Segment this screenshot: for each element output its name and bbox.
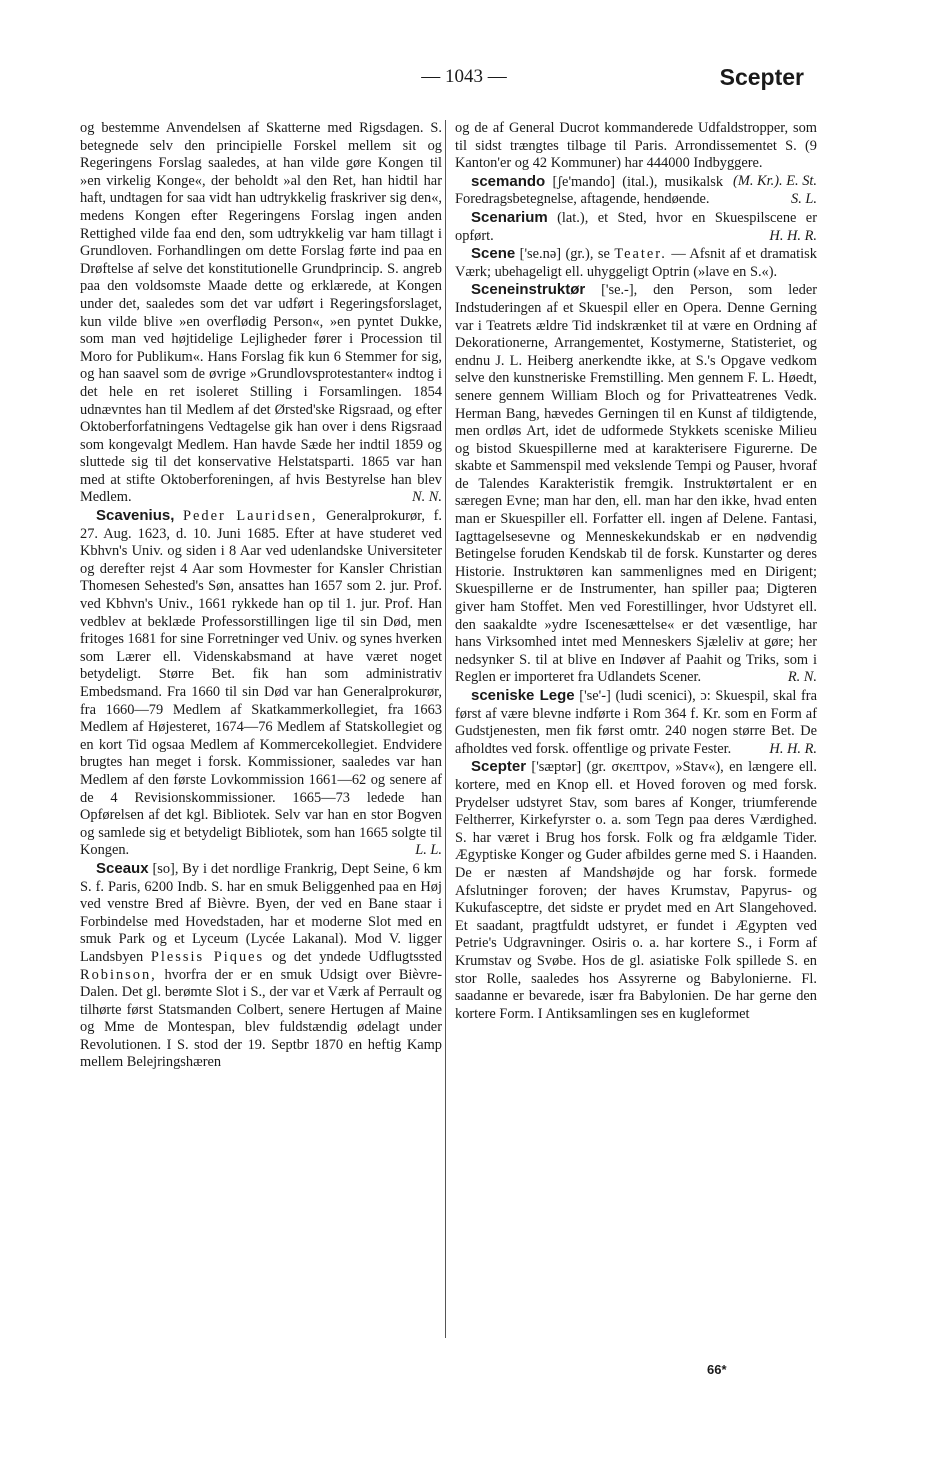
headword: Sceaux (96, 859, 149, 877)
author-signature: R. N. (787, 669, 817, 686)
column-divider (445, 120, 446, 1338)
headword: scemando (471, 172, 546, 190)
person-name: Peder Lauridsen, (182, 508, 318, 525)
entry-sceniske-lege (455, 687, 817, 758)
entry-scavenius (80, 507, 442, 860)
sheet-signature: 66* (707, 1362, 727, 1377)
author-signature: H. H. R. (769, 227, 817, 244)
entry-scenarium (455, 209, 817, 245)
headword: Scepter (471, 758, 527, 776)
headword: Sceneinstruktør (471, 281, 586, 299)
headword: sceniske Lege (471, 687, 575, 704)
page-number: — 1043 — (421, 66, 507, 87)
author-signature: L. L. (415, 842, 442, 859)
entry-text: ['se.nə] (gr.), se (519, 246, 610, 263)
right-column (455, 120, 817, 1023)
entry-sceneinstruktor (455, 281, 817, 687)
place-name: Plessis Piques (150, 948, 265, 965)
author-signature: (M. Kr.). E. St. (733, 172, 817, 189)
entry-sceaux (80, 860, 442, 1072)
entry-text: og det yndede Udflugtssted (271, 948, 442, 965)
entry-text: og de af General Ducrot kommanderede Udfaldstropper, som til sidst trængtes tilbage til Paris. Arrondissementet S. (9 Kanton'er og 42 Kommuner) har 444000 Indbyggere. (455, 120, 817, 172)
entry-text: og bestemme Anvendelsen af Skatterne med Rigsdagen. S. betegnede selv den principielle Forskel mellem sit og Regeringens Forslag saaledes, at han vilde gøre Kongen til »en virkelig Konge«, der beholdt »al den Ret, han hidtil har haft, undtagen for saa vidt han udtrykkelig fraskriver sig den«, medens Kongen efter Regeringens Forslag ingen anden Rettighed vilde faa end den, som udtrykkelig var ham tillagt i Grundloven. Forhandlingen om dette Forslag førte ind paa en Drøftelse af selve det konstitutionelle Grundprincip. S. angreb paa den voldsomste Maade dette og erklærede, at Kongen under det, saaledes som det var udført i Regeringsforslaget, kun vilde blive »en overflødig Person«, »en pyntet Dukke, som man ved højtidelige Lejligheder fører i Procession til Moro for Publikum«. Hans Forslag fik kun 6 Stemmer for sig, og han saavel som de øvrige »Grundlovsprotestanter« indtog i det hele en ret isoleret Stilling i Forsamlingen. 1854 udnævntes han til Medlem af det Ørsted'ske Rigsraad, og efter Oktoberforfatningens Vedtagelse gik han over i dens Rigsraad som kongevalgt Medlem. Han havde Sæde her indtil 1859 og sluttede sig til det konservative Helstatsparti. 1865 var han med at stifte Oktoberforeningen, af hvis Bestyrelse han blev Medlem. (80, 120, 442, 506)
author-signature: H. H. R. (769, 740, 817, 757)
entry-text: Generalprokurør, f. 27. Aug. 1623, d. 10. Juni 1685. Efter at have studeret ved Kbhvn's Univ. og siden i 8 Aar ved udenlandske Universiteter og derefter rejst 4 Aar som Hovmester for Kansler Christian Thomesen Sehested's Søn, ansattes han 1657 som 2. jur. Prof. ved Kbhvn's Univ., 1661 rykkede han op til 1. jur. Prof. Han vedblev at beklæde Professorstillingen lige til sin Død, men fritoges 1681 for sine Forretninger ved Univ. og synes hverken som Lærer ell. Videnskabsmand at have været noget betydeligt. Større Bet. fik han som administrativ Embedsmand. Fra 1660 til sin Død var han Generalprokurør, fra 1660—79 Medlem af Skatkammerkollegiet, fra 1663 Medlem af Højesteret, 1674—76 Medlem af Statskollegiet og en kort Tid ogsaa Medlem af Kommercekollegiet. Endvidere brugtes han meget i forsk. Kommissioner, saaledes var han Medlem af den første Lovkommission 1661—62 og senere af de 4 Revisionskommissioner. 1665—73 ledede han Opførelsen af det kgl. Bibliotek. Selv var han en stor Bogven og samlede sig et betydeligt Bibliotek, som han 1665 solgte til Kongen. (80, 508, 442, 859)
entry-continuation (80, 120, 442, 507)
entry-text: [ʃe'mando] (ital.), musikalsk Foredragsbetegnelse, aftagende, hendøende. (455, 173, 724, 208)
entry-scene (455, 245, 817, 281)
cross-reference: Teater. (614, 246, 667, 263)
author-signature: S. L. (791, 191, 817, 208)
entry-text: — Afsnit af et dramatisk Værk; ubehageligt ell. uhyggeligt Optrin (»lave en S.«). (455, 246, 817, 280)
headword: Scenarium (471, 208, 548, 226)
entry-text: ['se'-] (ludi scenici), ɔ: Skuespil, skal fra først af være blevne indførte i Rom 364 f. Kr. som en Form af Gudstjenesten, men fik først omtr. 240 nogen større Bet. De afholdtes ved forsk. offentlige og private Fester. (455, 688, 817, 757)
entry-scepter (455, 758, 817, 1023)
headword: Scavenius, (96, 507, 175, 525)
left-column (80, 120, 442, 1072)
running-head: Scepter (719, 64, 804, 90)
author-signature: N. N. (412, 489, 442, 506)
headword: Scene (471, 245, 516, 263)
entry-text: ['se.-], den Person, som leder Indstuderingen af et Skuespil eller en Opera. Denne Gerning var i Teatrets ældre Tid indskrænket til at være en Ordning af Dekorationerne, Arrangementet, Kostymerne, Statisteriet, og endnu J. L. Heiberg anerkendte ikke, at S.'s Opgave vedkom selve den kunstneriske Fremstilling. Men gennem F. L. Høedt, senere gennem William Bloch og for Privatteatrenes Vedk. Herman Bang, hævedes Gerningen til en Kunst af tildigtende, men ordløs Art, idet de udformede Stykkets sceniske Milieu og bistod Skuespillerne med at karakterisere Figurerne. De skabte et Sammenspil med vekslende Tempi og Pauser, hvoraf de Talendes Karakteristik fremgik. Instruktørtalent er en særegen Evne; man har den, ell. man har den ikke, hvad enten man er Skuespiller ell. Forfatter ell. ingen af Delene. Fantasi, Iagttagelsesevne og Menneskekundskab er en nødvendig Betingelse foruden Kendskab til de forsk. Kunstarter og deres Historie. Instruktøren kan sammenlignes med en Dirigent; Skuespillerne er de Instrumenter, han spiller paa; Digteren giver ham Stoffet. Men ved Forestillinger, hvor Udstyret ell. den saakaldte »ydre Iscenesættelse« er det væsentlige, har hans Virksomhed intet med Menneskers Sjæleliv at gøre; her nedsynker S. til at blive en Indøver af Paahit og Triks, som i Reglen er importeret fra Udlandets Scener. (455, 282, 817, 686)
entry-text: ['sæptər] (gr. σκεπτρον, »Stav«), en længere ell. kortere, med en Knop ell. et Hoved foroven og med forsk. Prydelser udstyret Stav, som bares af Konger, triumferende Feltherrer, Kirkefyrster o. a. som Tegn paa deres Værdighed. S. har været i Brug hos forsk. Folk og fra ældgamle Tider. Ægyptiske Konger og Guder afbildes gerne med S. i Haanden. De er næsten af Mandshøjde og har forsk. formede Afslutninger foroven; der haves Krumstav, Papyrus- og Kukufasceptre, det sidste er prydet med en Art Slangehoved. Et saadant, pragtfuldt udstyret, er fundet i Ægypten ved Petrie's Udgravninger. Osiris o. a. har kortere S., i Form af Krumstav og Svøbe. Hos de gl. asiatiske Folk spillede S. en stor Rolle, saaledes hos Assyrerne og Babylonierne. Fl. saadanne er bevarede, især fra Babylonien. De har gerne den kortere Form. I Antiksamlingen ses en kugleformet (455, 759, 817, 1022)
entry-text: (lat.), et Sted, hvor en Skuespilscene er opført. (455, 209, 817, 244)
entry-text: [so], By i det nordlige Frankrig, Dept Seine, 6 km S. f. Paris, 6200 Indb. S. har en smuk Beliggenhed paa en Høj ved venstre Bred af Bièvre. Byen, der ved en Bane staar i Forbindelse med Hovedstaden, har et moderne Slot med en smuk Park og et Lyceum (Lycée Lakanal). Mod V. ligger Landsbyen (80, 860, 442, 965)
entry-text: hvorfra der er en smuk Udsigt over Bièvre-Dalen. Det gl. berømte Slot i S., der var et Værk af Perrault og tilhørte først Statsmanden Colbert, senere Hertugen af Maine og Mme de Montespan, blev fuldstændig ødelagt under Revolutionen. I S. stod der 19. Septbr 1870 en heftig Kamp mellem Belejringshæren (80, 966, 442, 1071)
place-name: Robinson, (80, 966, 157, 983)
page-header (0, 66, 928, 96)
